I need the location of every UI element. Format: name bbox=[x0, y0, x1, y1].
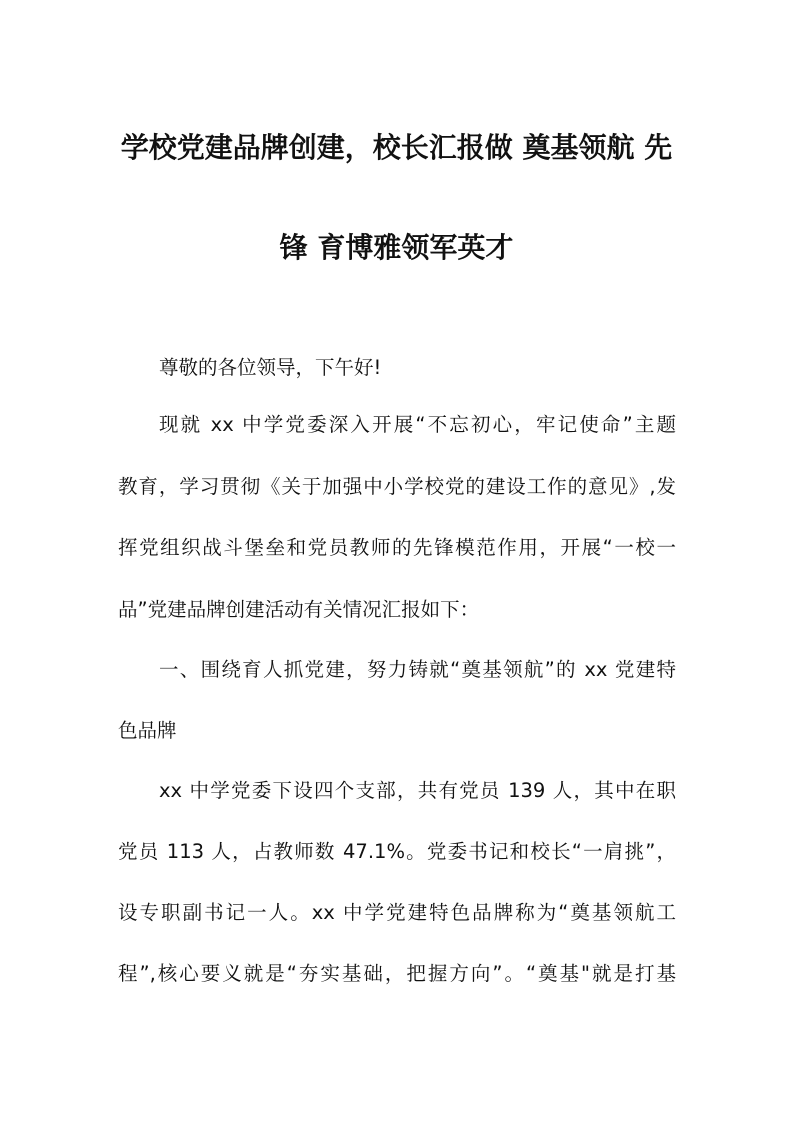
paragraph-1-line-2: 教育，学习贯彻《关于加强中小学校党的建设工作的意见》,发 bbox=[118, 475, 676, 498]
document-title-line-2: 锋 育博雅领军英才 bbox=[279, 231, 514, 264]
paragraph-1-line-3: 挥党组织战斗堡垒和党员教师的先锋模范作用，开展“一校一 bbox=[118, 536, 676, 559]
paragraph-2-line-3: 设专职副书记一人。xx 中学党建特色品牌称为“奠基领航工 bbox=[118, 901, 676, 924]
greeting: 尊敬的各位领导，下午好! bbox=[159, 356, 382, 379]
section-heading-1-line-2: 色品牌 bbox=[118, 719, 177, 742]
paragraph-1-line-4: 品”党建品牌创建活动有关情况汇报如下： bbox=[118, 598, 480, 621]
section-heading-1-line-1: 一、围绕育人抓党建，努力铸就“奠基领航”的 xx 党建特 bbox=[159, 658, 676, 681]
paragraph-1-line-1: 现就 xx 中学党委深入开展“不忘初心，牢记使命”主题 bbox=[159, 413, 676, 436]
document-title-line-1: 学校党建品牌创建，校长汇报做 奠基领航 先 bbox=[120, 131, 673, 164]
paragraph-2-line-2: 党员 113 人，占教师数 47.1%。党委书记和校长“一肩挑”， bbox=[118, 840, 676, 863]
paragraph-2-line-1: xx 中学党委下设四个支部，共有党员 139 人，其中在职 bbox=[159, 779, 676, 802]
paragraph-2-line-4: 程”,核心要义就是“夯实基础，把握方向”。“奠基"就是打基 bbox=[118, 962, 676, 985]
